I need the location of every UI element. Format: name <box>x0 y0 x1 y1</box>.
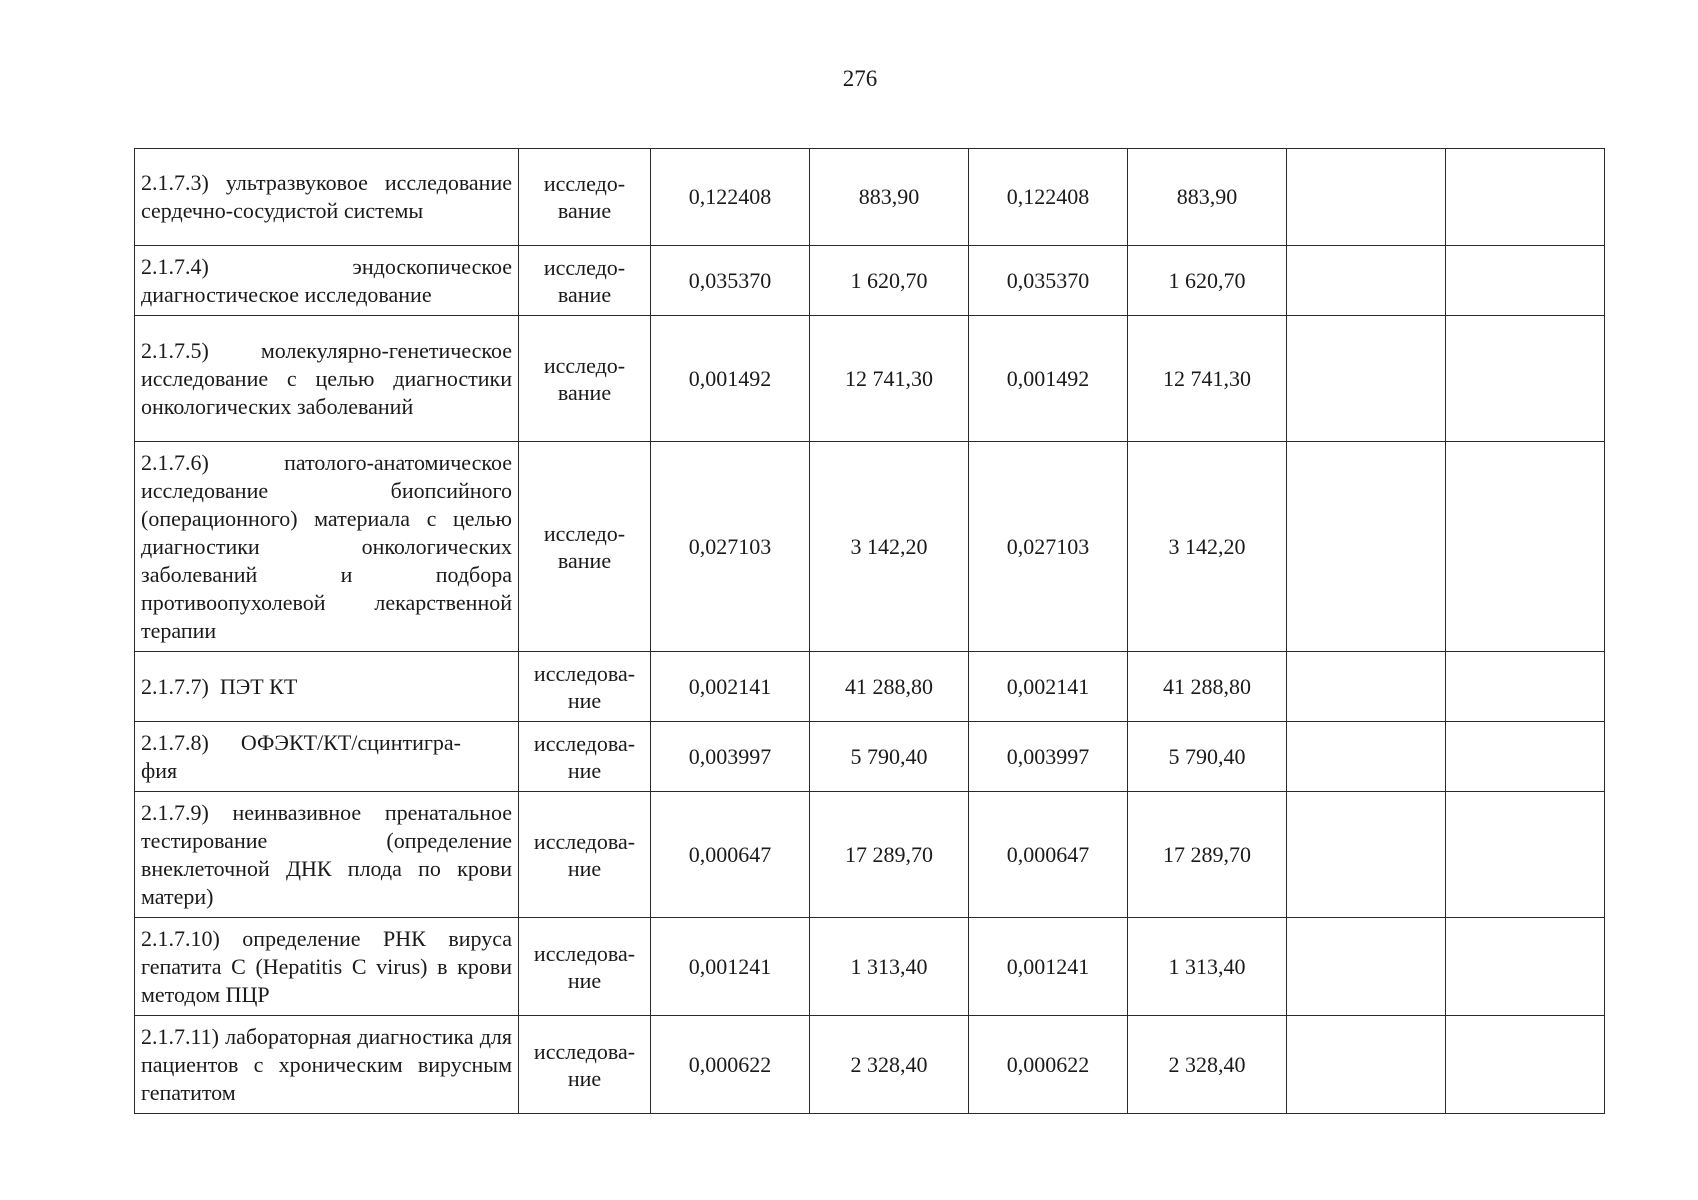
table-row <box>135 652 1605 722</box>
service-name-cell <box>135 246 519 316</box>
service-name: 2.1.7.6) патолого-анатомическое исследование биопсийного (операционного) материала с целью диагностики онкологических заболеваний и подбора противоопухолевой лекарственной терапии <box>141 449 512 643</box>
service-name: 2.1.7.7) ПЭТ КТ <box>141 673 298 699</box>
value-cell: 0,003997 <box>651 722 810 792</box>
value-cell <box>1446 442 1605 652</box>
table-row <box>135 722 1605 792</box>
service-name: 2.1.7.4) эндоскопическое диагностическое исследование <box>141 253 512 307</box>
value-cell <box>1446 1016 1605 1114</box>
value-cell: 3 142,20 <box>1128 442 1287 652</box>
value-cell <box>1287 792 1446 918</box>
value-cell: 883,90 <box>1128 149 1287 246</box>
unit-cell <box>519 722 651 792</box>
value-cell <box>1446 246 1605 316</box>
value-cell: 0,002141 <box>651 652 810 722</box>
value-cell: 41 288,80 <box>810 652 969 722</box>
value-cell: 0,000622 <box>969 1016 1128 1114</box>
table-row <box>135 442 1605 652</box>
table-row <box>135 316 1605 442</box>
value-cell: 883,90 <box>810 149 969 246</box>
value-cell <box>1287 246 1446 316</box>
value-cell: 0,000647 <box>969 792 1128 918</box>
service-name-cell <box>135 316 519 442</box>
value-cell: 0,122408 <box>969 149 1128 246</box>
unit-label: исследо-вание <box>543 171 626 223</box>
service-name-cell <box>135 722 519 792</box>
service-name: 2.1.7.11) лабораторная диагностика для пациентов с хроническим вирусным гепатитом <box>141 1023 512 1105</box>
value-cell <box>1287 149 1446 246</box>
value-cell <box>1287 722 1446 792</box>
unit-cell <box>519 918 651 1016</box>
value-cell: 0,122408 <box>651 149 810 246</box>
value-cell: 1 620,70 <box>810 246 969 316</box>
value-cell: 0,027103 <box>969 442 1128 652</box>
value-cell: 1 620,70 <box>1128 246 1287 316</box>
value-cell: 2 328,40 <box>1128 1016 1287 1114</box>
value-cell: 12 741,30 <box>1128 316 1287 442</box>
value-cell: 0,035370 <box>969 246 1128 316</box>
value-cell: 0,000647 <box>651 792 810 918</box>
unit-cell <box>519 149 651 246</box>
value-cell <box>1287 316 1446 442</box>
value-cell: 0,035370 <box>651 246 810 316</box>
value-cell: 0,000622 <box>651 1016 810 1114</box>
unit-label: исследо-вание <box>543 520 626 573</box>
table-row <box>135 246 1605 316</box>
value-cell <box>1446 722 1605 792</box>
value-cell: 0,027103 <box>651 442 810 652</box>
value-cell: 5 790,40 <box>1128 722 1287 792</box>
value-cell: 0,001492 <box>969 316 1128 442</box>
value-cell: 0,002141 <box>969 652 1128 722</box>
unit-cell <box>519 792 651 918</box>
value-cell: 1 313,40 <box>1128 918 1287 1016</box>
service-name: 2.1.7.3) ультразвуковое исследование сердечно-сосудистой системы <box>141 170 512 223</box>
service-name: 2.1.7.5) молекулярно-генетическое исследование с целью диагностики онкологических заболеваний <box>141 337 512 419</box>
value-cell: 5 790,40 <box>810 722 969 792</box>
service-name-cell <box>135 149 519 246</box>
unit-cell <box>519 442 651 652</box>
unit-label: исследова-ние <box>533 660 636 713</box>
value-cell: 2 328,40 <box>810 1016 969 1114</box>
value-cell: 0,001241 <box>969 918 1128 1016</box>
value-cell <box>1446 918 1605 1016</box>
value-cell: 0,001241 <box>651 918 810 1016</box>
value-cell: 0,003997 <box>969 722 1128 792</box>
table-row <box>135 792 1605 918</box>
value-cell <box>1446 316 1605 442</box>
value-cell: 41 288,80 <box>1128 652 1287 722</box>
table-row <box>135 918 1605 1016</box>
value-cell <box>1446 149 1605 246</box>
page-number: 276 <box>842 66 878 91</box>
service-name-cell <box>135 918 519 1016</box>
value-cell <box>1446 652 1605 722</box>
unit-cell <box>519 652 651 722</box>
service-name-cell <box>135 652 519 722</box>
unit-cell <box>519 246 651 316</box>
value-cell <box>1446 792 1605 918</box>
unit-label: исследова-ние <box>533 940 636 993</box>
table-row <box>135 1016 1605 1114</box>
unit-label: исследова-ние <box>533 730 636 783</box>
service-name-cell <box>135 792 519 918</box>
unit-cell <box>519 1016 651 1114</box>
value-cell <box>1287 918 1446 1016</box>
value-cell: 0,001492 <box>651 316 810 442</box>
value-cell: 3 142,20 <box>810 442 969 652</box>
service-name: 2.1.7.10) определение РНК вируса гепатита С (Hepatitis C virus) в крови методом ПЦР <box>141 925 512 1007</box>
unit-label: исследова-ние <box>533 828 636 881</box>
table-row <box>135 149 1605 246</box>
value-cell <box>1287 652 1446 722</box>
tariff-table <box>134 148 1605 1114</box>
unit-cell <box>519 316 651 442</box>
value-cell: 17 289,70 <box>810 792 969 918</box>
value-cell <box>1287 1016 1446 1114</box>
value-cell <box>1287 442 1446 652</box>
service-name: 2.1.7.9) неинвазивное пренатальное тестирование (определение внеклеточной ДНК плода по крови матери) <box>141 799 512 909</box>
value-cell: 1 313,40 <box>810 918 969 1016</box>
unit-label: исследо-вание <box>543 254 626 307</box>
unit-label: исследова-ние <box>533 1038 636 1091</box>
service-name-cell <box>135 442 519 652</box>
service-name-cell <box>135 1016 519 1114</box>
value-cell: 17 289,70 <box>1128 792 1287 918</box>
service-name: 2.1.7.8) ОФЭКТ/КТ/сцинтигра-фия <box>141 729 461 783</box>
value-cell: 12 741,30 <box>810 316 969 442</box>
unit-label: исследо-вание <box>543 352 626 405</box>
